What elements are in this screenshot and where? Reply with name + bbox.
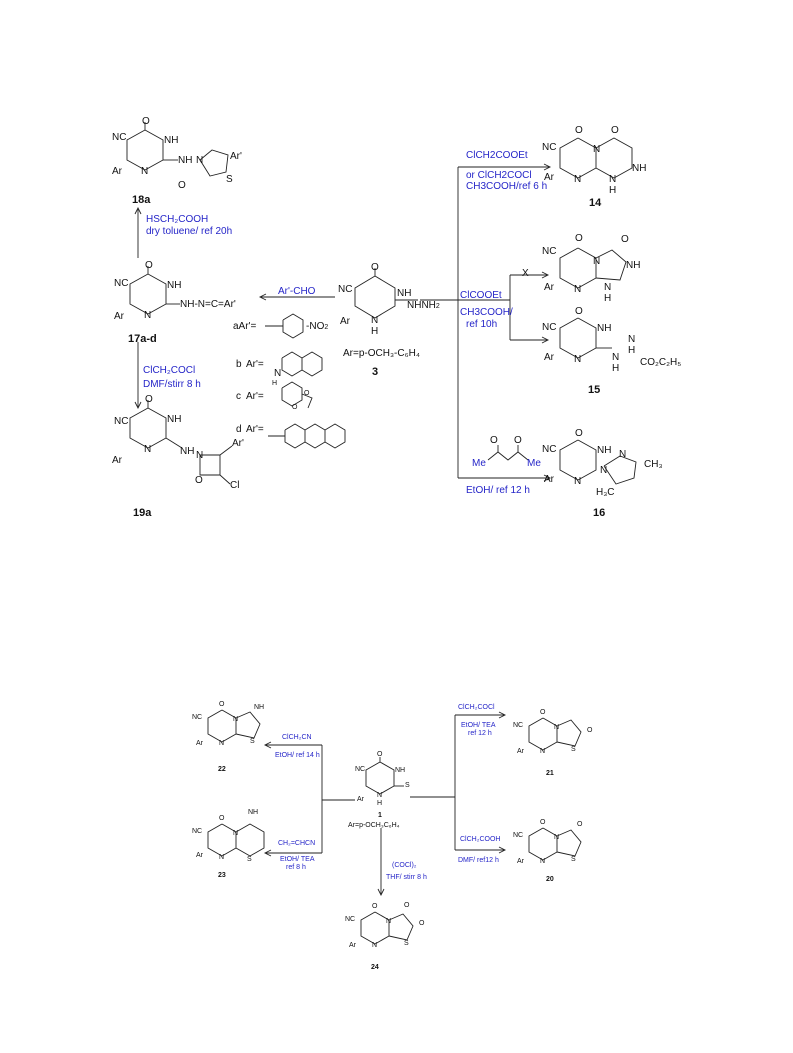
cx-x: X <box>522 268 529 279</box>
c18-n2: N <box>196 155 204 166</box>
c3-h: H <box>371 326 379 337</box>
r14-line3: CH3COOH/ref 6 h <box>466 181 548 192</box>
c14-cn: NC <box>542 142 557 153</box>
c1-s: S <box>405 782 410 789</box>
ar-def-d: d <box>236 424 242 435</box>
c19-nh: NH <box>167 414 182 425</box>
c24-n: N <box>386 918 392 925</box>
r15-line3: ref 10h <box>466 319 498 330</box>
c19-number: 19a <box>133 507 152 519</box>
c15-ar: Ar <box>544 352 554 363</box>
c17-cn: NC <box>114 278 129 289</box>
c17-n: N <box>144 310 152 321</box>
c20-n: N <box>554 834 560 841</box>
c18-n: N <box>141 166 149 177</box>
c22-cn: NC <box>192 714 203 721</box>
c1-cn: NC <box>355 766 366 773</box>
c22-o: O <box>219 701 225 708</box>
r21-line3: ref 12 h <box>468 730 492 737</box>
c18-ar: Ar <box>112 166 122 177</box>
c16-n3: N <box>619 449 627 460</box>
c16-ch3a: CH₃ <box>644 459 663 470</box>
c23-s: S <box>247 856 252 863</box>
r16-o1: O <box>490 435 498 446</box>
r20-line1: ClCH₂COOH <box>460 836 501 843</box>
c3-number: 3 <box>372 366 379 378</box>
c14-nh1: NH <box>632 163 647 174</box>
c21-o2: O <box>587 727 593 734</box>
c23-o: O <box>219 815 225 822</box>
c20-number: 20 <box>546 876 554 883</box>
r21-line1: ClCH₂COCl <box>458 704 495 711</box>
c23-ar: Ar <box>196 852 203 859</box>
ar-def-d-ar: Ar'= <box>246 424 264 435</box>
c17-number: 17a-d <box>128 333 157 345</box>
c24-o2: O <box>404 902 410 909</box>
c3-cn: NC <box>338 284 353 295</box>
c14-o1: O <box>575 125 583 136</box>
c1-ar: Ar <box>357 796 364 803</box>
r15-line1: ClCOOEt <box>460 290 502 301</box>
c24-cn: NC <box>345 916 356 923</box>
c24-n2: N <box>372 942 378 949</box>
c19-ar: Ar <box>112 455 122 466</box>
c19-oxo: O <box>145 394 153 405</box>
c1-number: 1 <box>378 812 382 819</box>
c14-n2: N <box>574 174 582 185</box>
c23-nh: NH <box>248 809 259 816</box>
c15-tail1: N <box>612 352 620 363</box>
c14-o2: O <box>611 125 619 136</box>
r21-line2: EtOH/ TEA <box>461 722 496 729</box>
cx-ar: Ar <box>544 282 554 293</box>
r20-line2: DMF/ ref12 h <box>458 857 499 864</box>
c19-n: N <box>144 444 152 455</box>
c21-s: S <box>571 746 576 753</box>
c15-ester: CO₂C₂H₅ <box>640 357 682 368</box>
c23-number: 23 <box>218 872 226 879</box>
c20-cn: NC <box>513 832 524 839</box>
c15-n: N <box>574 354 582 365</box>
c14-h: H <box>609 185 617 196</box>
cx-o1: O <box>575 233 583 244</box>
ar-def-b-n: N <box>274 368 282 379</box>
c16-n: N <box>574 476 582 487</box>
c17-oxo: O <box>145 260 153 271</box>
c22-number: 22 <box>218 766 226 773</box>
c15-cn: NC <box>542 322 557 333</box>
c15-oxo: O <box>575 306 583 317</box>
c15-nh: NH <box>597 323 612 334</box>
ar-def-c-o1: O <box>304 390 310 397</box>
c18-nh: NH <box>164 135 179 146</box>
cx-n3: N <box>604 282 612 293</box>
c18-s: S <box>226 174 233 185</box>
ar-def-a: aAr'= <box>233 321 257 332</box>
c23-n2: N <box>219 854 225 861</box>
c1-n: N <box>377 792 383 799</box>
r16-o2: O <box>514 435 522 446</box>
c24-ar: Ar <box>349 942 356 949</box>
c17-nh: NH <box>167 280 182 291</box>
ar-def-b-h: H <box>272 380 278 387</box>
r22-line1: ClCH₂CN <box>282 734 312 741</box>
c1-nh: NH <box>395 767 406 774</box>
ar-def-b: b <box>236 359 242 370</box>
c22-n: N <box>233 716 239 723</box>
c16-ar: Ar <box>544 474 554 485</box>
c21-n: N <box>554 724 560 731</box>
c3-ar-def: Ar=p-OCH₃-C₆H₄ <box>343 348 420 359</box>
r23-line3: ref 8 h <box>286 864 306 871</box>
c23-cn: NC <box>192 828 203 835</box>
c20-o: O <box>540 819 546 826</box>
c18-cn: NC <box>112 132 127 143</box>
c3-n: N <box>371 315 379 326</box>
c17-ar: Ar <box>114 311 124 322</box>
r14-line2: or ClCH2COCl <box>466 170 532 181</box>
ar-def-c-o2: O <box>292 404 298 411</box>
c14-number: 14 <box>589 197 602 209</box>
c19-cl: Cl <box>230 480 240 491</box>
r17-label: Ar'-CHO <box>278 286 316 297</box>
c1-h: H <box>377 800 383 807</box>
c22-ar: Ar <box>196 740 203 747</box>
ar-def-c-ar: Ar'= <box>246 391 264 402</box>
c20-o2: O <box>577 821 583 828</box>
c22-n2: N <box>219 740 225 747</box>
c19-n2: N <box>196 450 204 461</box>
c18-oxo: O <box>142 116 150 127</box>
c15-tail2: N <box>628 334 636 345</box>
c21-number: 21 <box>546 770 554 777</box>
c21-o: O <box>540 709 546 716</box>
c24-s: S <box>404 940 409 947</box>
cx-n2: N <box>574 284 582 295</box>
r23-line1: CH₂=CHCN <box>278 840 316 847</box>
c1-def: Ar=p-OCH₃C₆H₄ <box>348 822 400 829</box>
c19-arp: Ar' <box>232 438 244 449</box>
c20-n2: N <box>540 858 546 865</box>
ar-def-b-ar: Ar'= <box>246 359 264 370</box>
r16-line: EtOH/ ref 12 h <box>466 485 530 496</box>
r19-line1: ClCH₂COCl <box>143 365 196 376</box>
c21-ar: Ar <box>517 748 524 755</box>
cx-n: N <box>593 256 601 267</box>
c18-o2: O <box>178 180 186 191</box>
c16-cn: NC <box>542 444 557 455</box>
c18-arp: Ar' <box>230 151 242 162</box>
r18-line1: HSCH₂COOH <box>146 214 209 225</box>
c16-nh: NH <box>597 445 612 456</box>
cx-cn: NC <box>542 246 557 257</box>
c16-oxo: O <box>575 428 583 439</box>
ar-def-a-sub: -NO2 <box>306 321 329 332</box>
c3-tail: NHNH2 <box>407 300 440 311</box>
c19-nh2: NH <box>180 446 195 457</box>
c3-ar: Ar <box>340 316 350 327</box>
c22-nh: NH <box>254 704 265 711</box>
c16-n2: N <box>600 465 608 476</box>
c19-o2: O <box>195 475 203 486</box>
r16-me2: Me <box>527 458 541 469</box>
cx-o2: O <box>621 234 629 245</box>
c18-nh2: NH <box>178 155 193 166</box>
ar-def-c: c <box>236 391 241 402</box>
c24-o3: O <box>419 920 425 927</box>
cx-nh: NH <box>626 260 641 271</box>
c16-ch3b: H₃C <box>596 487 615 498</box>
c21-n2: N <box>540 748 546 755</box>
c3-oxo: O <box>371 262 379 273</box>
r14-line1: ClCH2COOEt <box>466 150 528 161</box>
c17-chain: NH-N=C=Ar' <box>180 299 236 310</box>
r22-line2: EtOH/ ref 14 h <box>275 752 320 759</box>
c1-oxo: O <box>377 751 383 758</box>
c21-cn: NC <box>513 722 524 729</box>
c23-n: N <box>233 830 239 837</box>
c15-h1: H <box>612 363 620 374</box>
c3-nh: NH <box>397 288 412 299</box>
r15-line2: CH3COOH/ <box>460 307 513 318</box>
c15-h2: H <box>628 345 636 356</box>
c14-ar: Ar <box>544 172 554 183</box>
r24-line2: THF/ stirr 8 h <box>386 874 427 881</box>
r18-line2: dry toluene/ ref 20h <box>146 226 233 237</box>
c24-number: 24 <box>371 964 379 971</box>
c20-s: S <box>571 856 576 863</box>
c16-number: 16 <box>593 507 606 519</box>
r23-line2: EtOH/ TEA <box>280 856 315 863</box>
c22-s: S <box>250 738 255 745</box>
c20-ar: Ar <box>517 858 524 865</box>
c19-cn: NC <box>114 416 129 427</box>
r16-me1: Me <box>472 458 486 469</box>
c18-number: 18a <box>132 194 151 206</box>
c14-n: N <box>593 144 601 155</box>
r19-line2: DMF/stirr 8 h <box>143 379 201 390</box>
c14-nh2: N <box>609 174 617 185</box>
cx-h: H <box>604 293 612 304</box>
r24-line1: (COCl)₂ <box>392 862 417 869</box>
c15-number: 15 <box>588 384 601 396</box>
c24-o: O <box>372 903 378 910</box>
